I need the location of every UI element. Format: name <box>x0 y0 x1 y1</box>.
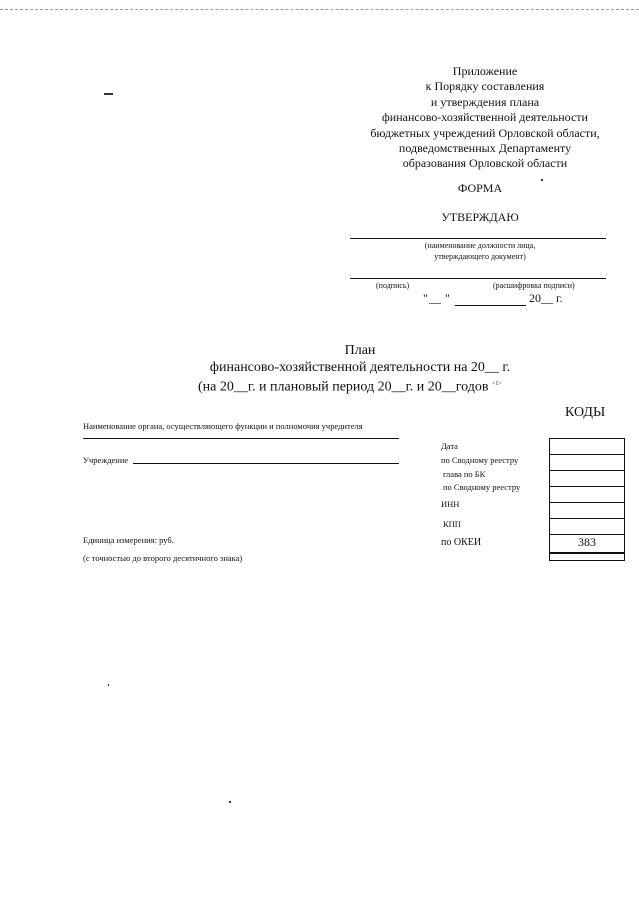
code-value-extra <box>550 554 624 561</box>
scan-speck <box>229 801 231 803</box>
plan-subtitle: финансово-хозяйственной деятельности на 20__ г. <box>209 360 511 375</box>
codes-table <box>549 438 625 561</box>
code-value-inn[interactable] <box>550 503 624 519</box>
code-label-okei: по ОКЕИ <box>441 537 482 548</box>
footnote-mark: <1> <box>492 381 502 387</box>
code-value-date[interactable] <box>550 439 624 455</box>
position-line <box>350 238 606 239</box>
founder-organ-line <box>83 438 399 439</box>
date-day-blank: __ <box>429 291 441 305</box>
plan-title: План <box>344 343 376 358</box>
date-month-line <box>455 305 526 306</box>
appendix-line: бюджетных учреждений Орловской области, <box>370 125 600 140</box>
date-quote-close: " <box>445 291 450 305</box>
institution-line <box>133 463 399 464</box>
appendix-line: подведомственных Департаменту <box>398 141 572 156</box>
code-label-bk-chapter: глава по БК <box>443 469 486 479</box>
plan-period <box>198 376 502 396</box>
code-label-date: Дата <box>441 441 458 451</box>
code-value-okei[interactable]: 383 <box>550 535 624 554</box>
date-quote-open: " <box>423 291 428 305</box>
appendix-line: и утверждения плана <box>430 94 540 109</box>
signature-line <box>350 278 606 279</box>
scan-speck <box>108 684 109 686</box>
appendix-line: к Порядку составления <box>425 79 545 94</box>
approve-heading: УТВЕРЖДАЮ <box>441 210 519 224</box>
appendix-line: Приложение <box>452 64 518 78</box>
codes-header: КОДЫ <box>565 405 606 420</box>
appendix-header <box>340 64 630 172</box>
scan-top-edge <box>0 9 639 10</box>
unit-label: Единица измерения: руб. <box>83 535 174 545</box>
code-value-bk-chapter[interactable] <box>550 471 624 487</box>
precision-label: (с точностью до второго десятичного знака) <box>83 553 243 563</box>
position-caption: (наименование должности лица, <box>424 241 536 250</box>
position-caption: утверждающего документ) <box>434 252 526 261</box>
code-label-registry: по Сводному реестру <box>441 455 519 465</box>
code-label-inn: ИНН <box>441 499 460 509</box>
date-year: 20__ г. <box>529 291 563 305</box>
plan-period-text: (на 20__г. и плановый период 20__г. и 20__годов <box>198 379 489 395</box>
appendix-line: финансово-хозяйственной деятельности <box>382 110 588 125</box>
institution-label: Учреждение <box>83 455 129 465</box>
code-value-registry-2[interactable] <box>550 487 624 503</box>
code-label-kpp: КПП <box>443 519 461 529</box>
signature-caption: (подпись) <box>376 281 410 290</box>
founder-organ-label: Наименование органа, осуществляющего функции и полномочия учредителя <box>83 421 363 431</box>
scan-speck <box>104 93 113 95</box>
code-label-registry-2: по Сводному реестру <box>443 482 521 492</box>
code-value-registry[interactable] <box>550 455 624 471</box>
decoding-caption: (расшифровка подписи) <box>493 281 575 290</box>
form-label: ФОРМА <box>457 181 503 195</box>
code-value-kpp[interactable] <box>550 519 624 535</box>
appendix-line: образования Орловской области <box>402 156 568 171</box>
